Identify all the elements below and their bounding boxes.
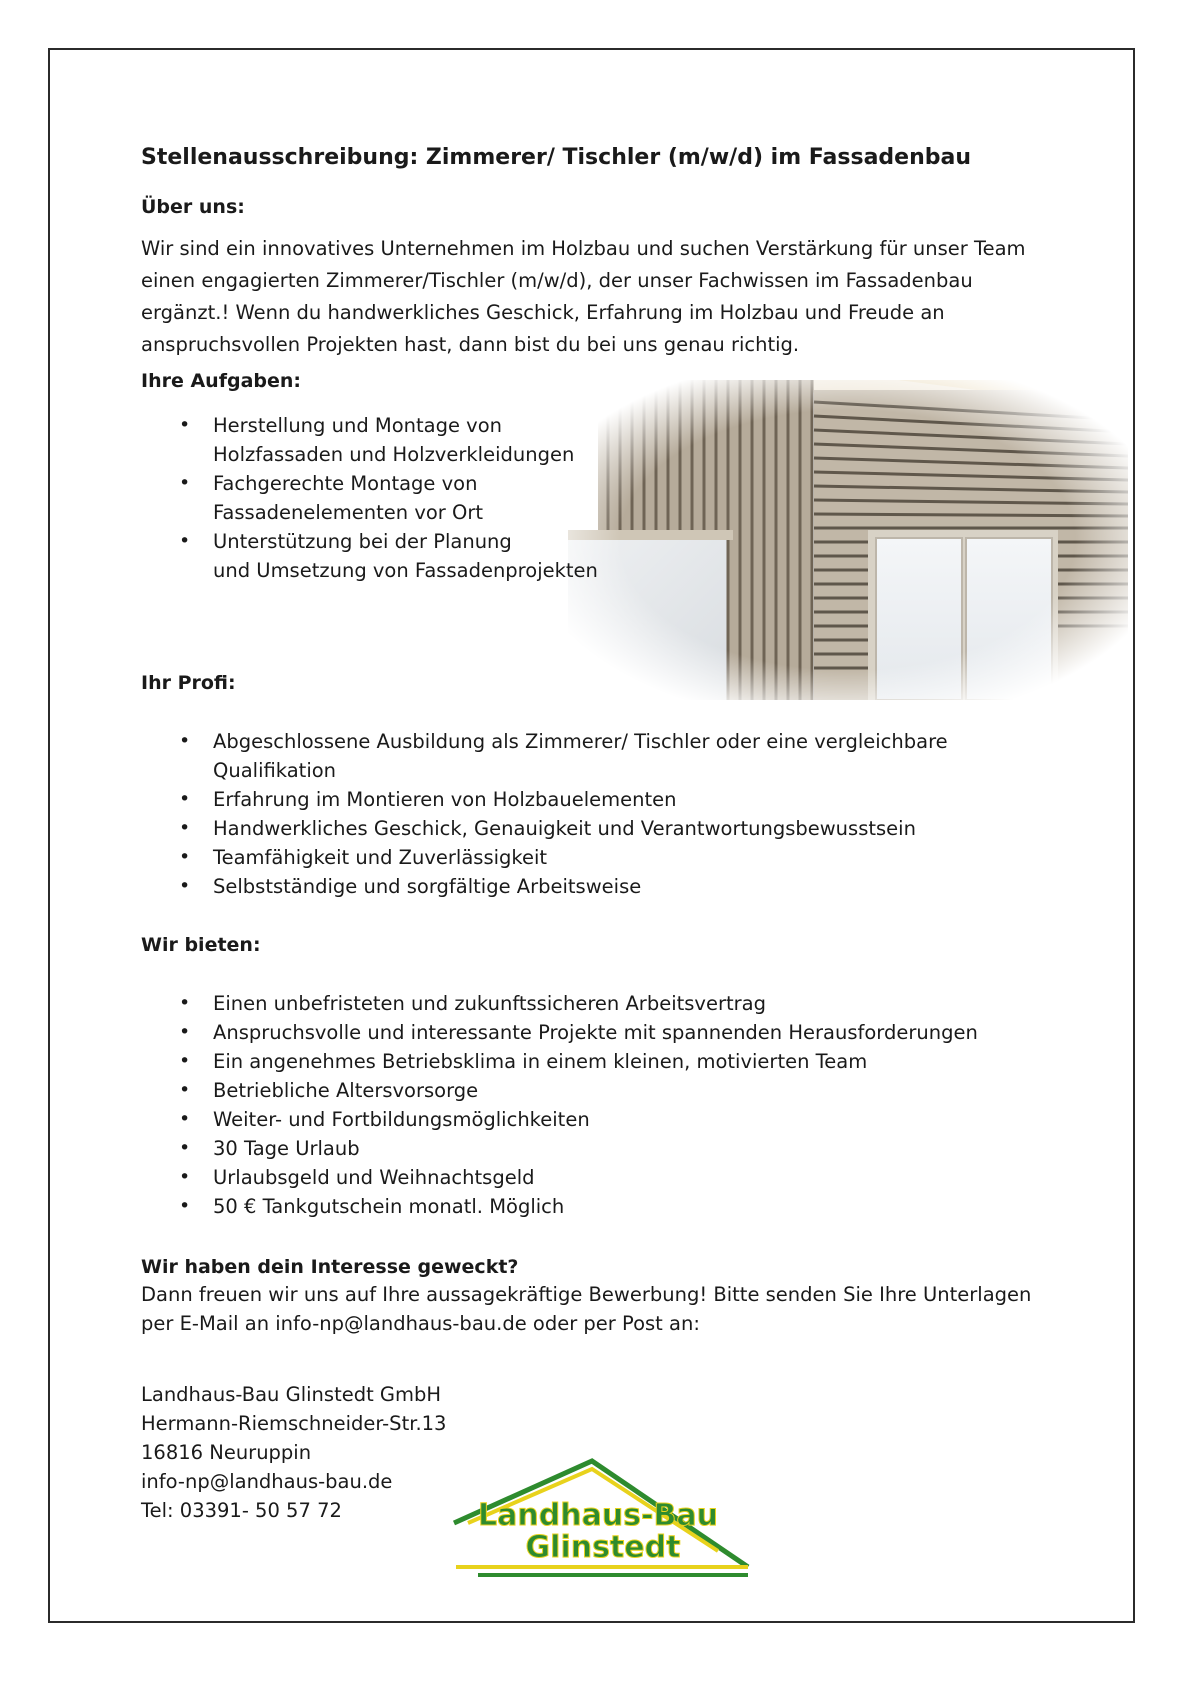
list-item — [141, 469, 598, 527]
list-item-line: • Herstellung und Montage von — [213, 414, 503, 437]
list-item: • Selbstständige und sorgfältige Arbeitsweise — [141, 872, 948, 901]
list-item-line: Qualifikation — [213, 759, 337, 782]
list-item-line: und Umsetzung von Fassadenprojekten — [213, 559, 598, 582]
page-title: Stellenausschreibung: Zimmerer/ Tischler (m/w/d) im Fassadenbau — [141, 145, 971, 170]
about-line: Wir sind ein innovatives Unternehmen im Holzbau und suchen Verstärkung für unser Team — [141, 237, 1026, 260]
company-name: Landhaus-Bau Glinstedt GmbH — [141, 1383, 442, 1406]
list-item: • 50 € Tankgutschein monatl. Möglich — [141, 1192, 978, 1221]
email-link[interactable]: info-np@landhaus-bau.de — [141, 1470, 393, 1493]
logo-text-line2: Glinstedt — [525, 1530, 681, 1565]
about-line: einen engagierten Zimmerer/Tischler (m/w/d), der unser Fachwissen im Fassadenbau — [141, 269, 973, 292]
profile-heading: Ihr Profi: — [141, 672, 236, 694]
list-item: • 30 Tage Urlaub — [141, 1134, 978, 1163]
list-item — [141, 527, 598, 585]
offer-heading: Wir bieten: — [141, 934, 261, 956]
phone-number: Tel: 03391- 50 57 72 — [141, 1499, 342, 1522]
interest-heading: Wir haben dein Interesse geweckt? — [141, 1256, 519, 1278]
street-address: Hermann-Riemschneider-Str.13 — [141, 1412, 447, 1435]
logo-text-line1: Landhaus-Bau — [478, 1498, 718, 1533]
interest-line: per E-Mail an info-np@landhaus-bau.de oder per Post an: — [141, 1312, 700, 1335]
list-item-line: Fassadenelementen vor Ort — [213, 501, 484, 524]
list-item: • Erfahrung im Montieren von Holzbauelementen — [141, 785, 948, 814]
list-item: • Handwerkliches Geschick, Genauigkeit und Verantwortungsbewusstsein — [141, 814, 948, 843]
list-item: • Urlaubsgeld und Weihnachtsgeld — [141, 1163, 978, 1192]
list-item-line: • Fachgerechte Montage von — [213, 472, 478, 495]
tasks-list — [141, 411, 598, 585]
list-item-line: • Abgeschlossene Ausbildung als Zimmerer/ Tischler oder eine vergleichbare — [213, 730, 948, 753]
interest-line: Dann freuen wir uns auf Ihre aussagekräftige Bewerbung! Bitte senden Sie Ihre Unterlagen — [141, 1283, 1032, 1306]
tasks-heading: Ihre Aufgaben: — [141, 370, 301, 392]
about-line: ergänzt.! Wenn du handwerkliches Geschick, Erfahrung im Holzbau und Freude an — [141, 301, 945, 324]
city-address: 16816 Neuruppin — [141, 1441, 312, 1464]
wooden-facade-photo — [568, 380, 1128, 700]
list-item — [141, 727, 948, 785]
list-item — [141, 411, 598, 469]
about-heading: Über uns: — [141, 196, 245, 218]
list-item-line: • Unterstützung bei der Planung — [213, 530, 512, 553]
about-text — [141, 233, 1041, 361]
list-item: • Teamfähigkeit und Zuverlässigkeit — [141, 843, 948, 872]
landhaus-bau-logo — [448, 1455, 758, 1585]
list-item-line: Holzfassaden und Holzverkleidungen — [213, 443, 575, 466]
profile-list — [141, 727, 948, 901]
list-item: • Einen unbefristeten und zukunftssicheren Arbeitsvertrag — [141, 989, 978, 1018]
about-line: anspruchsvollen Projekten hast, dann bist du bei uns genau richtig. — [141, 333, 800, 356]
contact-address — [141, 1380, 446, 1525]
list-item: • Betriebliche Altersvorsorge — [141, 1076, 978, 1105]
interest-text — [141, 1280, 1041, 1338]
list-item: • Weiter- und Fortbildungsmöglichkeiten — [141, 1105, 978, 1134]
list-item: • Anspruchsvolle und interessante Projekte mit spannenden Herausforderungen — [141, 1018, 978, 1047]
list-item: • Ein angenehmes Betriebsklima in einem kleinen, motivierten Team — [141, 1047, 978, 1076]
offer-list — [141, 989, 978, 1221]
